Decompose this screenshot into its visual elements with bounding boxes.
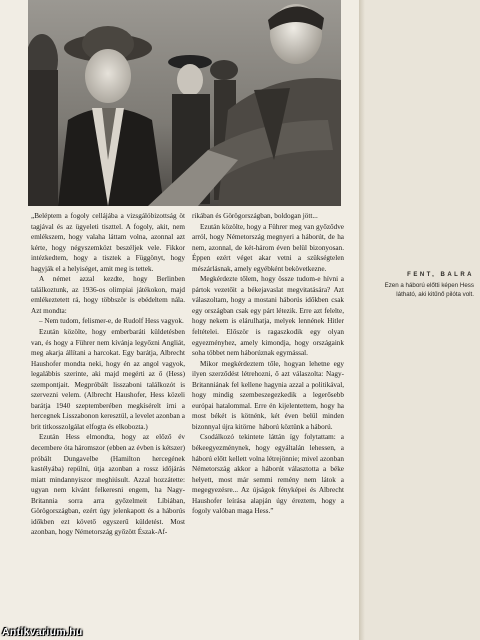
paragraph: „Beléptem a fogoly cellájába a vizsgálóbizottság öt tagjával és az ügyeleti tiszttel. A fogoly, akit, nem emlékszem, hogy valaha láttam volna, azonnal azt kérte, hogy négyszemközt beszéljek vele. Fikkor intézkedtem, hogy a tisztek a Függönyt, hogy hagyják el a helyiséget, amit meg is tettek. bbox=[31, 212, 185, 273]
caption-heading: FENT, BALRA bbox=[407, 272, 474, 278]
paragraph: Megkérdezte tőlem, hogy össze tudom-e hívni a pártok vezetőit a békejavaslat megvitatására? Azt válaszoltam, hogy a mostani háborús időkben csak egy országban csak egy párt létezik. Erre azt felelte, hogy nekem is elárulhatja, melyek lennének Hitler feltételei. Először is ragaszkodik egy olyan egyezményhez, amely kimondja, hogy országaink soha többet nem háborúznak egymással. bbox=[192, 275, 344, 358]
watermark: Antikvarium.hu bbox=[2, 626, 83, 638]
page-gutter bbox=[359, 0, 365, 640]
paragraph: Csodálkozó tekintete láttán így folytattam: a békeegyezménynek, hogy egyáltalán lehessen, a háború előtt kellett volna létrejönnie; mivel azonban Németország akkor a háborút választotta a béke helyett, most már semmi remény nem látok a megegyezésre... Az újságok fényképei és Albrecht Haushofer leírása alapján úgy éreztem, hogy a fogoly valóban maga Hess.” bbox=[192, 433, 344, 516]
historical-photo bbox=[28, 0, 341, 206]
caption-text: Ezen a háború előtti képen Hess látható, aki kitűnő pilóta volt. bbox=[384, 282, 474, 298]
paragraph: rikában és Görögországban, boldogan jött... bbox=[192, 212, 318, 220]
paragraph: A német azzal kezdte, hogy Berlinben találkoztunk, az 1936-os olimpiai játékokon, majd emlékeztetett rá, hogy többször is ebédeltem nála. Azt mondta: bbox=[31, 275, 185, 315]
paragraph: Ezután közölte, hogy emberbaráti küldetésben van, és hogy a Führer nem kívánja legyőzni Angliát, meg akarja állítani a harcokat. Egy barátja, Albrecht Haushofer mondta neki, hogy én az angol vagyok, legalábbis szerinte, aki majd megérti az ő (Hess) szempontjait. Megpróbált lisszaboni találkozót is szervezni velem. (Albrecht Haushofer, Hess közeli barátja 1940 szeptemberében megkísérelt írni a hercegnek Lisszabonon keresztül, a levelet azonban a brit titkosszolgálat elfogta és elkobozta.) bbox=[31, 328, 185, 431]
article-column-2 bbox=[192, 211, 344, 517]
article-column-1 bbox=[31, 211, 185, 538]
photo-caption bbox=[368, 272, 474, 299]
paragraph: Ezután közölte, hogy a Führer meg van győződve arról, hogy Németország megnyeri a háborút, de ha nem, azonnal, de két-három éven belül bizonyosan. Éppen ezért véget akar vetni a szükségtelen mészárlásnak, amely egyébként bekövetkezne. bbox=[192, 222, 344, 273]
paragraph: – Nem tudom, felismer-e, de Rudolf Hess vagyok. bbox=[39, 317, 184, 326]
right-margin bbox=[363, 0, 480, 640]
paragraph: Ezután Hess elmondta, hogy az előző év decembere óta háromszor (ebben az évben is kétszer) próbált Dungavelbe (Hamilton hercegének kastélyába) repülni, útja azonban a rossz időjárás miatt mindannyiszor meghiúsult. Azzal hozzátette: ugyan nem kívánt felkeresni engem, ha Nagy-Britannia sorra arra győzelmeit Líbiában, Görögországban, ezért úgy jelenkapott és a háborús időkben ezt követő egyszerű küldetést. Most azonban, hogy Németország győzött Észak-Af- bbox=[31, 433, 185, 537]
paragraph: Mikor megkérdeztem tőle, hogyan lehetne egy ilyen szerződést létrehozni, ő azt válaszolta: Nagy-Britanniának fel kellene hagynia azzal a politikával, hogy mindig szembeszegezkedik a legerősebb európai hatalommal. Erre én kijelentettem, hogy ha most békét is kötnénk, két éven belül minden bizonnyal újra kitörne háború köztünk a háború. bbox=[192, 359, 344, 431]
